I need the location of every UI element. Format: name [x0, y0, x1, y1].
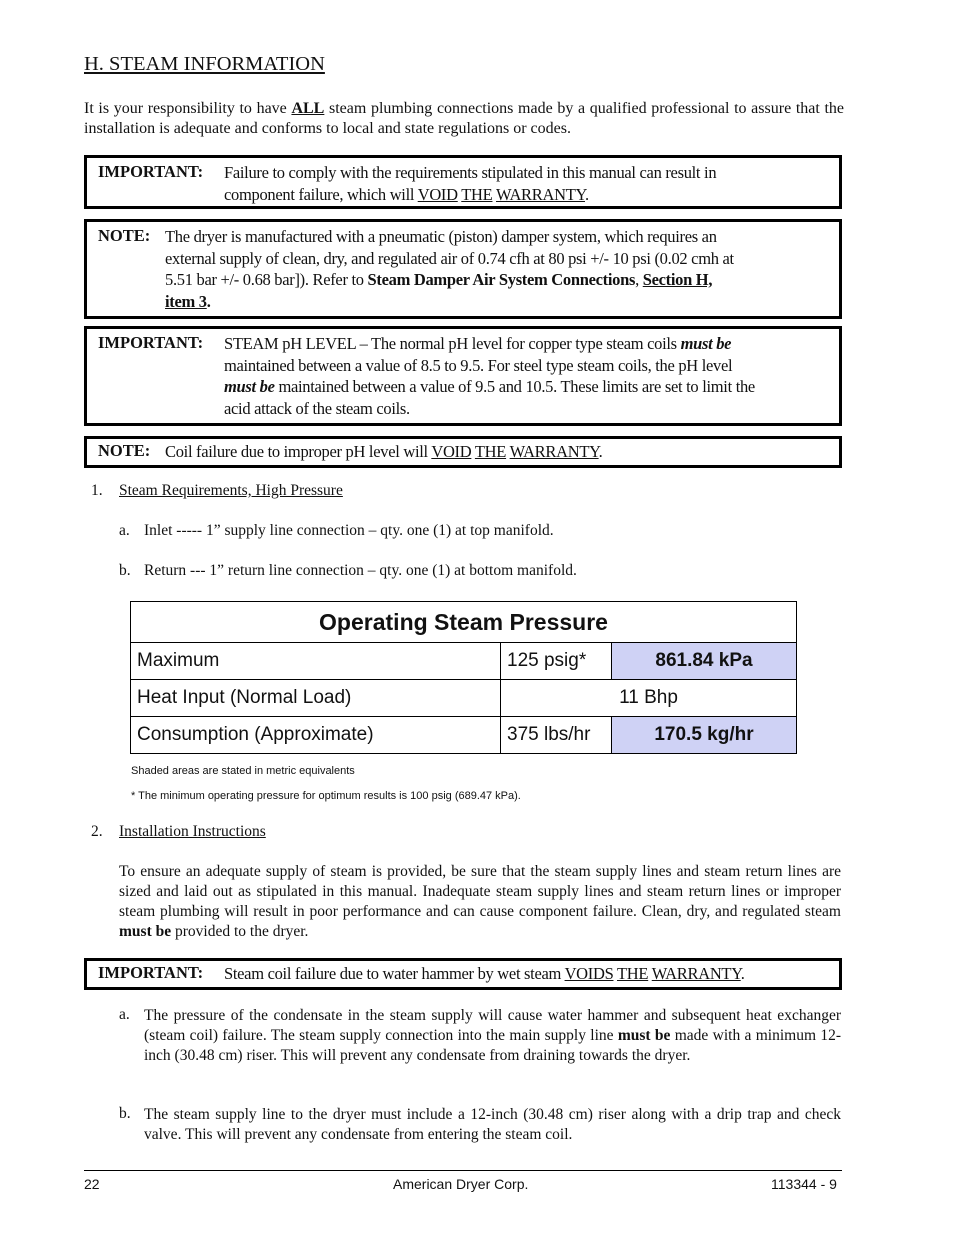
note-text: The dryer is manufactured with a pneumatic (piston) damper system, which requires an external supply of clean, dry, and regulated air of 0.74 cfh at 80 psi +/- 10 psi (0.02 cmh at 5.51 bar +/- 0.68 bar]). Refer to Steam Damper Air System Connections, Section H, item 3.	[165, 227, 734, 311]
row-value: 375 lbs/hr	[501, 717, 612, 754]
item-reference: item 3	[165, 291, 207, 311]
table-note-minimum-pressure: * The minimum operating pressure for optimum results is 100 psig (689.47 kPa).	[131, 790, 521, 802]
footer-company: American Dryer Corp.	[393, 1176, 529, 1192]
table-row	[131, 680, 797, 717]
row-metric-value: 861.84 kPa	[612, 643, 797, 680]
important-label: IMPORTANT:	[98, 963, 204, 982]
note-box-coil-failure	[84, 436, 842, 468]
important-box-warranty	[84, 155, 842, 209]
operating-steam-pressure-table	[130, 601, 797, 754]
footer-divider	[84, 1170, 842, 1171]
sub-item-letter: b.	[119, 1105, 131, 1122]
sub-item-letter: a.	[119, 1006, 130, 1023]
footer-document-number: 113344 - 9	[771, 1176, 837, 1192]
inlet-line: Inlet ----- 1” supply line connection – qty. one (1) at top manifold.	[144, 522, 554, 539]
item-title-steam-requirements: Steam Requirements, High Pressure	[119, 482, 343, 499]
important-box-ph-level	[84, 326, 842, 426]
section-reference: Section H,	[642, 270, 713, 289]
table-row	[131, 717, 797, 754]
row-label: Consumption (Approximate)	[131, 717, 501, 754]
important-label: IMPORTANT:	[98, 162, 204, 181]
intro-paragraph: It is your responsibility to have ALL steam plumbing connections made by a qualified professional to assure that the installation is adequate and conforms to local and state regulations or codes.	[84, 100, 845, 137]
table-title: Operating Steam Pressure	[131, 602, 797, 643]
important-text: Steam coil failure due to water hammer by wet steam VOIDS THE WARRANTY.	[224, 964, 745, 983]
return-line: Return --- 1” return line connection – qty. one (1) at bottom manifold.	[144, 562, 577, 579]
note-label: NOTE:	[98, 441, 151, 460]
installation-paragraph: To ensure an adequate supply of steam is provided, be sure that the steam supply lines and steam return lines are sized and laid out as stipulated in this manual. Inadequate steam supply lines and steam return lines or improper steam plumbing will result in poor performance and can cause component failure. Clean, dry, and regulated steam must be provided to the dryer.	[119, 863, 841, 940]
item-title-installation: Installation Instructions	[119, 823, 266, 840]
section-title: H. STEAM INFORMATION	[84, 53, 325, 75]
condensate-paragraph: The pressure of the condensate in the steam supply will cause water hammer and subsequent heat exchanger (steam coil) failure. The steam supply connection into the main supply line must be made with a minimum 12-inch (30.48 cm) riser. This will prevent any condensate from draining towards the dryer.	[144, 1007, 841, 1064]
important-text: STEAM pH LEVEL – The normal pH level for copper type steam coils must be maintained between a value of 8.5 to 9.5. For steel type steam coils, the pH level must be maintained between a value of 9.5 and 10.5. These limits are set to limit the acid attack of the steam coils.	[224, 334, 755, 418]
item-number: 1.	[91, 482, 103, 499]
row-label: Maximum	[131, 643, 501, 680]
important-text: Failure to comply with the requirements stipulated in this manual can result in component failure, which will VOID THE WARRANTY.	[224, 163, 717, 204]
table-row	[131, 643, 797, 680]
important-label: IMPORTANT:	[98, 333, 204, 352]
row-label: Heat Input (Normal Load)	[131, 680, 501, 717]
riser-paragraph: The steam supply line to the dryer must include a 12-inch (30.48 cm) riser along with a drip trap and check valve. This will prevent any condensate from entering the steam coil.	[144, 1106, 841, 1143]
page-number: 22	[84, 1176, 100, 1192]
row-value: 125 psig*	[501, 643, 612, 680]
item-number: 2.	[91, 823, 103, 840]
sub-item-letter: a.	[119, 522, 130, 539]
row-metric-value: 170.5 kg/hr	[612, 717, 797, 754]
row-value: 11 Bhp	[501, 680, 797, 717]
table-note-metric: Shaded areas are stated in metric equivalents	[131, 765, 355, 777]
note-text: Coil failure due to improper pH level will VOID THE WARRANTY.	[165, 442, 603, 461]
note-label: NOTE:	[98, 226, 151, 245]
intro-all-emphasis: ALL	[291, 100, 325, 117]
sub-item-letter: b.	[119, 562, 131, 579]
note-box-damper	[84, 219, 842, 319]
important-box-water-hammer	[84, 958, 842, 990]
table-header-row	[131, 602, 797, 643]
